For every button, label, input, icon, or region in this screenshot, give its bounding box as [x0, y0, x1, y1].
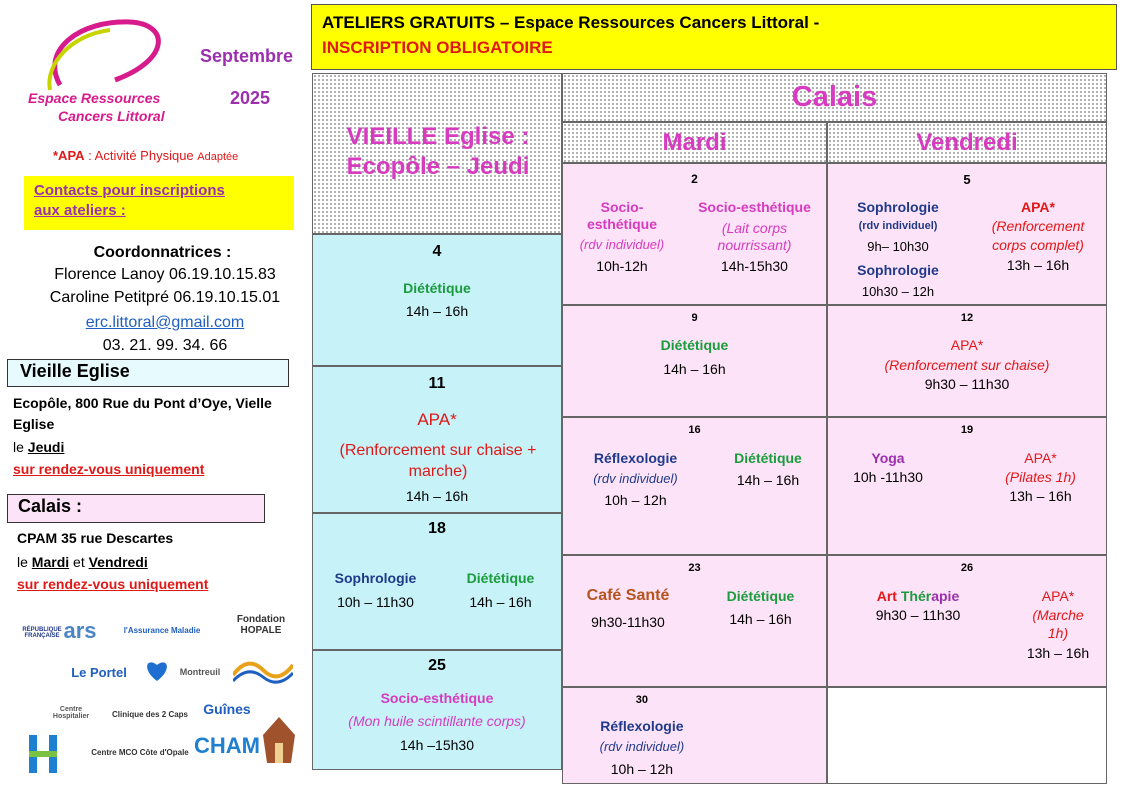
activity-detail-line2: 1h) — [1047, 625, 1069, 641]
calais-rdv: sur rendez-vous uniquement — [17, 576, 209, 592]
day-number: 16 — [688, 424, 701, 436]
vieille-header-text: VIEILLE Eglise : Ecopôle – Jeudi — [346, 123, 530, 180]
activity-time: 13h – 16h — [1009, 488, 1072, 504]
day-number: 25 — [428, 657, 446, 674]
activity-time: 10h -11h30 — [853, 469, 923, 485]
mardi-cell-16 — [562, 417, 827, 555]
day-number: 11 — [428, 375, 446, 392]
art-therapie-part2: Thér — [900, 588, 932, 604]
mardi-header-cell — [562, 122, 827, 163]
activity-name: Diététique — [726, 588, 795, 604]
contacts-title-line2: aux ateliers : — [34, 202, 126, 219]
activity-time: 10h – 11h30 — [337, 594, 414, 610]
partner-republique: RÉPUBLIQUE FRANÇAISE — [22, 627, 62, 639]
activity-detail-line2: nourrissant) — [717, 237, 792, 253]
waves-icon — [233, 655, 293, 685]
vendredi-cell-12 — [827, 305, 1107, 417]
vendredi-cell-5 — [827, 163, 1107, 305]
calais-day-mardi: Mardi — [31, 554, 70, 570]
partner-centre-mco: Centre MCO Côte d'Opale — [91, 747, 189, 757]
jeudi-cell-11 — [312, 366, 562, 513]
contacts-box — [24, 176, 294, 230]
day-number: 19 — [960, 424, 974, 436]
activity-detail: (Renforcement sur chaise) — [884, 357, 1050, 373]
vieille-title: Vieille Eglise — [20, 361, 130, 381]
day-number: 9 — [691, 312, 698, 324]
partner-clinique-2-caps: Clinique des 2 Caps — [111, 709, 189, 719]
activity-name: Diététique — [660, 337, 729, 353]
activity-time: 10h-12h — [596, 258, 648, 274]
activity-time: 10h – 12h — [604, 492, 667, 508]
vieille-title-box — [7, 359, 289, 387]
vieille-address-line1: Ecopôle, 800 Rue du Pont d’Oye, Vielle — [13, 395, 272, 411]
calais-title: Calais : — [18, 496, 83, 516]
partner-fondation-hopale: Fondation HOPALE — [236, 614, 286, 636]
activity-detail: (rdv individuel) — [858, 220, 938, 232]
partner-cham: CHAM — [194, 733, 260, 758]
activity-detail: (rdv individuel) — [599, 739, 685, 754]
activity-time: 14h – 16h — [736, 472, 800, 488]
header-title: ATELIERS GRATUITS – Espace Ressources Cancers Littoral - — [322, 13, 820, 32]
activity-name: Réflexologie — [600, 718, 684, 734]
activity-time: 14h-15h30 — [721, 258, 788, 274]
mardi-cell-23 — [562, 555, 827, 687]
calais-address: CPAM 35 rue Descartes — [17, 530, 174, 546]
activity-time: 10h30 – 12h — [861, 284, 935, 299]
activity-name: Diététique — [403, 280, 471, 296]
vieille-address-line2: Eglise — [13, 416, 55, 432]
activity-time: 13h – 16h — [1006, 257, 1070, 273]
header-banner — [311, 4, 1117, 70]
day-number: 4 — [432, 243, 442, 260]
calais-day-vendredi: Vendredi — [88, 554, 148, 570]
apa-note — [53, 148, 238, 163]
partner-assurance-maladie: l'Assurance Maladie — [123, 625, 201, 635]
activity-time: 14h – 16h — [663, 361, 726, 377]
logo-swoosh-icon — [20, 10, 200, 100]
activity-name: Socio-esthétique — [380, 690, 494, 706]
day-number: 23 — [688, 562, 701, 574]
calais-le: le — [17, 554, 32, 570]
mardi-header-text: Mardi — [662, 129, 727, 156]
activity-name: Sophrologie — [334, 570, 417, 586]
activity-name: APA* — [950, 337, 984, 353]
art-therapie-part1: Art — [876, 588, 901, 604]
partner-le-portel: Le Portel — [71, 664, 127, 680]
contacts-title-line1: Contacts pour inscriptions — [34, 182, 225, 199]
year-label: 2025 — [230, 88, 271, 108]
mardi-cell-30 — [562, 687, 827, 784]
activity-name: APA* — [1024, 450, 1057, 466]
partner-guines: Guînes — [203, 701, 251, 717]
calais-header-cell — [562, 73, 1107, 122]
activity-time: 9h30 – 11h30 — [875, 607, 961, 623]
jeudi-cell-4 — [312, 234, 562, 366]
partner-ars: ars — [63, 618, 97, 643]
calais-day-line — [17, 554, 148, 570]
calais-et: et — [69, 554, 89, 570]
activity-detail: (rdv individuel) — [579, 237, 665, 252]
h-logo-icon — [25, 731, 65, 777]
activity-name: Sophrologie — [857, 199, 939, 215]
vendredi-header-text: Vendredi — [916, 129, 1018, 156]
apa-note-text: : Activité Physique — [84, 148, 198, 163]
activity-time: 9h30-11h30 — [591, 614, 665, 630]
mardi-cell-2 — [562, 163, 827, 305]
logo — [20, 10, 200, 135]
activity-time: 13h – 16h — [1026, 645, 1090, 661]
activity-time: 14h –15h30 — [400, 737, 474, 753]
activity-time: 14h – 16h — [405, 303, 469, 319]
activity-name: APA* — [1021, 199, 1055, 215]
coordinator-2: Caroline Petitpré 06.19.10.15.01 — [49, 289, 281, 306]
vieille-le: le — [13, 439, 28, 455]
header-subtitle: INSCRIPTION OBLIGATOIRE — [322, 38, 553, 57]
activity-time: 9h– 10h30 — [867, 239, 929, 254]
activity-time: 14h – 16h — [729, 611, 792, 627]
coordinator-1: Florence Lanoy 06.19.10.15.83 — [54, 266, 276, 283]
partner-logos — [22, 605, 305, 785]
activity-time: 10h – 12h — [610, 761, 674, 777]
email-link[interactable]: erc.littoral@gmail.com — [85, 314, 245, 331]
church-icon — [261, 715, 297, 765]
activity-name — [828, 587, 1008, 605]
vendredi-cell-26 — [827, 555, 1107, 687]
activity-name: APA* — [417, 410, 457, 429]
vieille-address — [13, 393, 303, 435]
activity-name: Café Santé — [586, 587, 670, 604]
logo-text-line1: Espace Ressources — [28, 90, 161, 106]
activity-name-line1: Socio- — [600, 199, 644, 215]
art-therapie-part3: apie — [931, 588, 960, 604]
activity-name-line2: esthétique — [586, 216, 657, 232]
mardi-cell-9 — [562, 305, 827, 417]
activity-detail: (Mon huile scintillante corps) — [348, 713, 526, 729]
day-number: 12 — [960, 312, 974, 324]
activity-detail: (Renforcement sur chaise + marche) — [339, 442, 537, 480]
day-number: 2 — [691, 172, 698, 186]
apa-note-star: *APA — [53, 148, 85, 163]
phone-number: 03. 21. 99. 34. 66 — [102, 337, 228, 354]
heart-icon — [143, 657, 171, 683]
activity-detail-line1: (Renforcement — [991, 218, 1085, 234]
calais-title-box — [7, 494, 265, 523]
vieille-rdv: sur rendez-vous uniquement — [13, 461, 205, 477]
day-number: 5 — [963, 172, 971, 187]
month-label: Septembre — [200, 46, 294, 66]
activity-detail-line1: (Marche — [1032, 607, 1084, 623]
activity-name: Yoga — [871, 450, 905, 466]
jeudi-cell-18 — [312, 513, 562, 650]
apa-note-small: Adaptée — [197, 151, 239, 163]
activity-name: Diététique — [466, 570, 535, 586]
vendredi-cell-19 — [827, 417, 1107, 555]
activity-detail: (rdv individuel) — [593, 471, 678, 486]
vieille-day-line — [13, 439, 64, 455]
vieille-header-cell — [312, 73, 562, 234]
logo-text-line2: Cancers Littoral — [58, 108, 165, 124]
activity-detail: (Pilates 1h) — [1005, 469, 1076, 485]
day-number: 26 — [960, 562, 974, 574]
activity-name: Diététique — [734, 450, 802, 466]
activity-time: 14h – 16h — [469, 594, 532, 610]
day-number: 18 — [428, 520, 446, 537]
vendredi-header-cell — [827, 122, 1107, 163]
activity-detail-line2: corps complet) — [992, 237, 1084, 253]
calais-header-text: Calais — [791, 81, 878, 113]
activity-name: Réflexologie — [593, 450, 678, 466]
activity-name: APA* — [1041, 588, 1075, 604]
activity-detail-line1: (Lait corps — [721, 220, 788, 236]
partner-centre-hospitalier: Centre Hospitalier — [52, 706, 90, 720]
activity-time: 9h30 – 11h30 — [924, 376, 1010, 392]
coordinators-label: Coordonnatrices : — [93, 244, 232, 261]
vieille-day: Jeudi — [27, 439, 65, 455]
partner-montreuil: Montreuil — [179, 667, 221, 677]
activity-name: Sophrologie — [857, 262, 939, 278]
activity-time: 14h – 16h — [405, 488, 469, 504]
jeudi-cell-25 — [312, 650, 562, 770]
day-number: 30 — [635, 694, 649, 706]
activity-name: Socio-esthétique — [698, 199, 811, 215]
vendredi-cell-empty — [827, 687, 1107, 784]
